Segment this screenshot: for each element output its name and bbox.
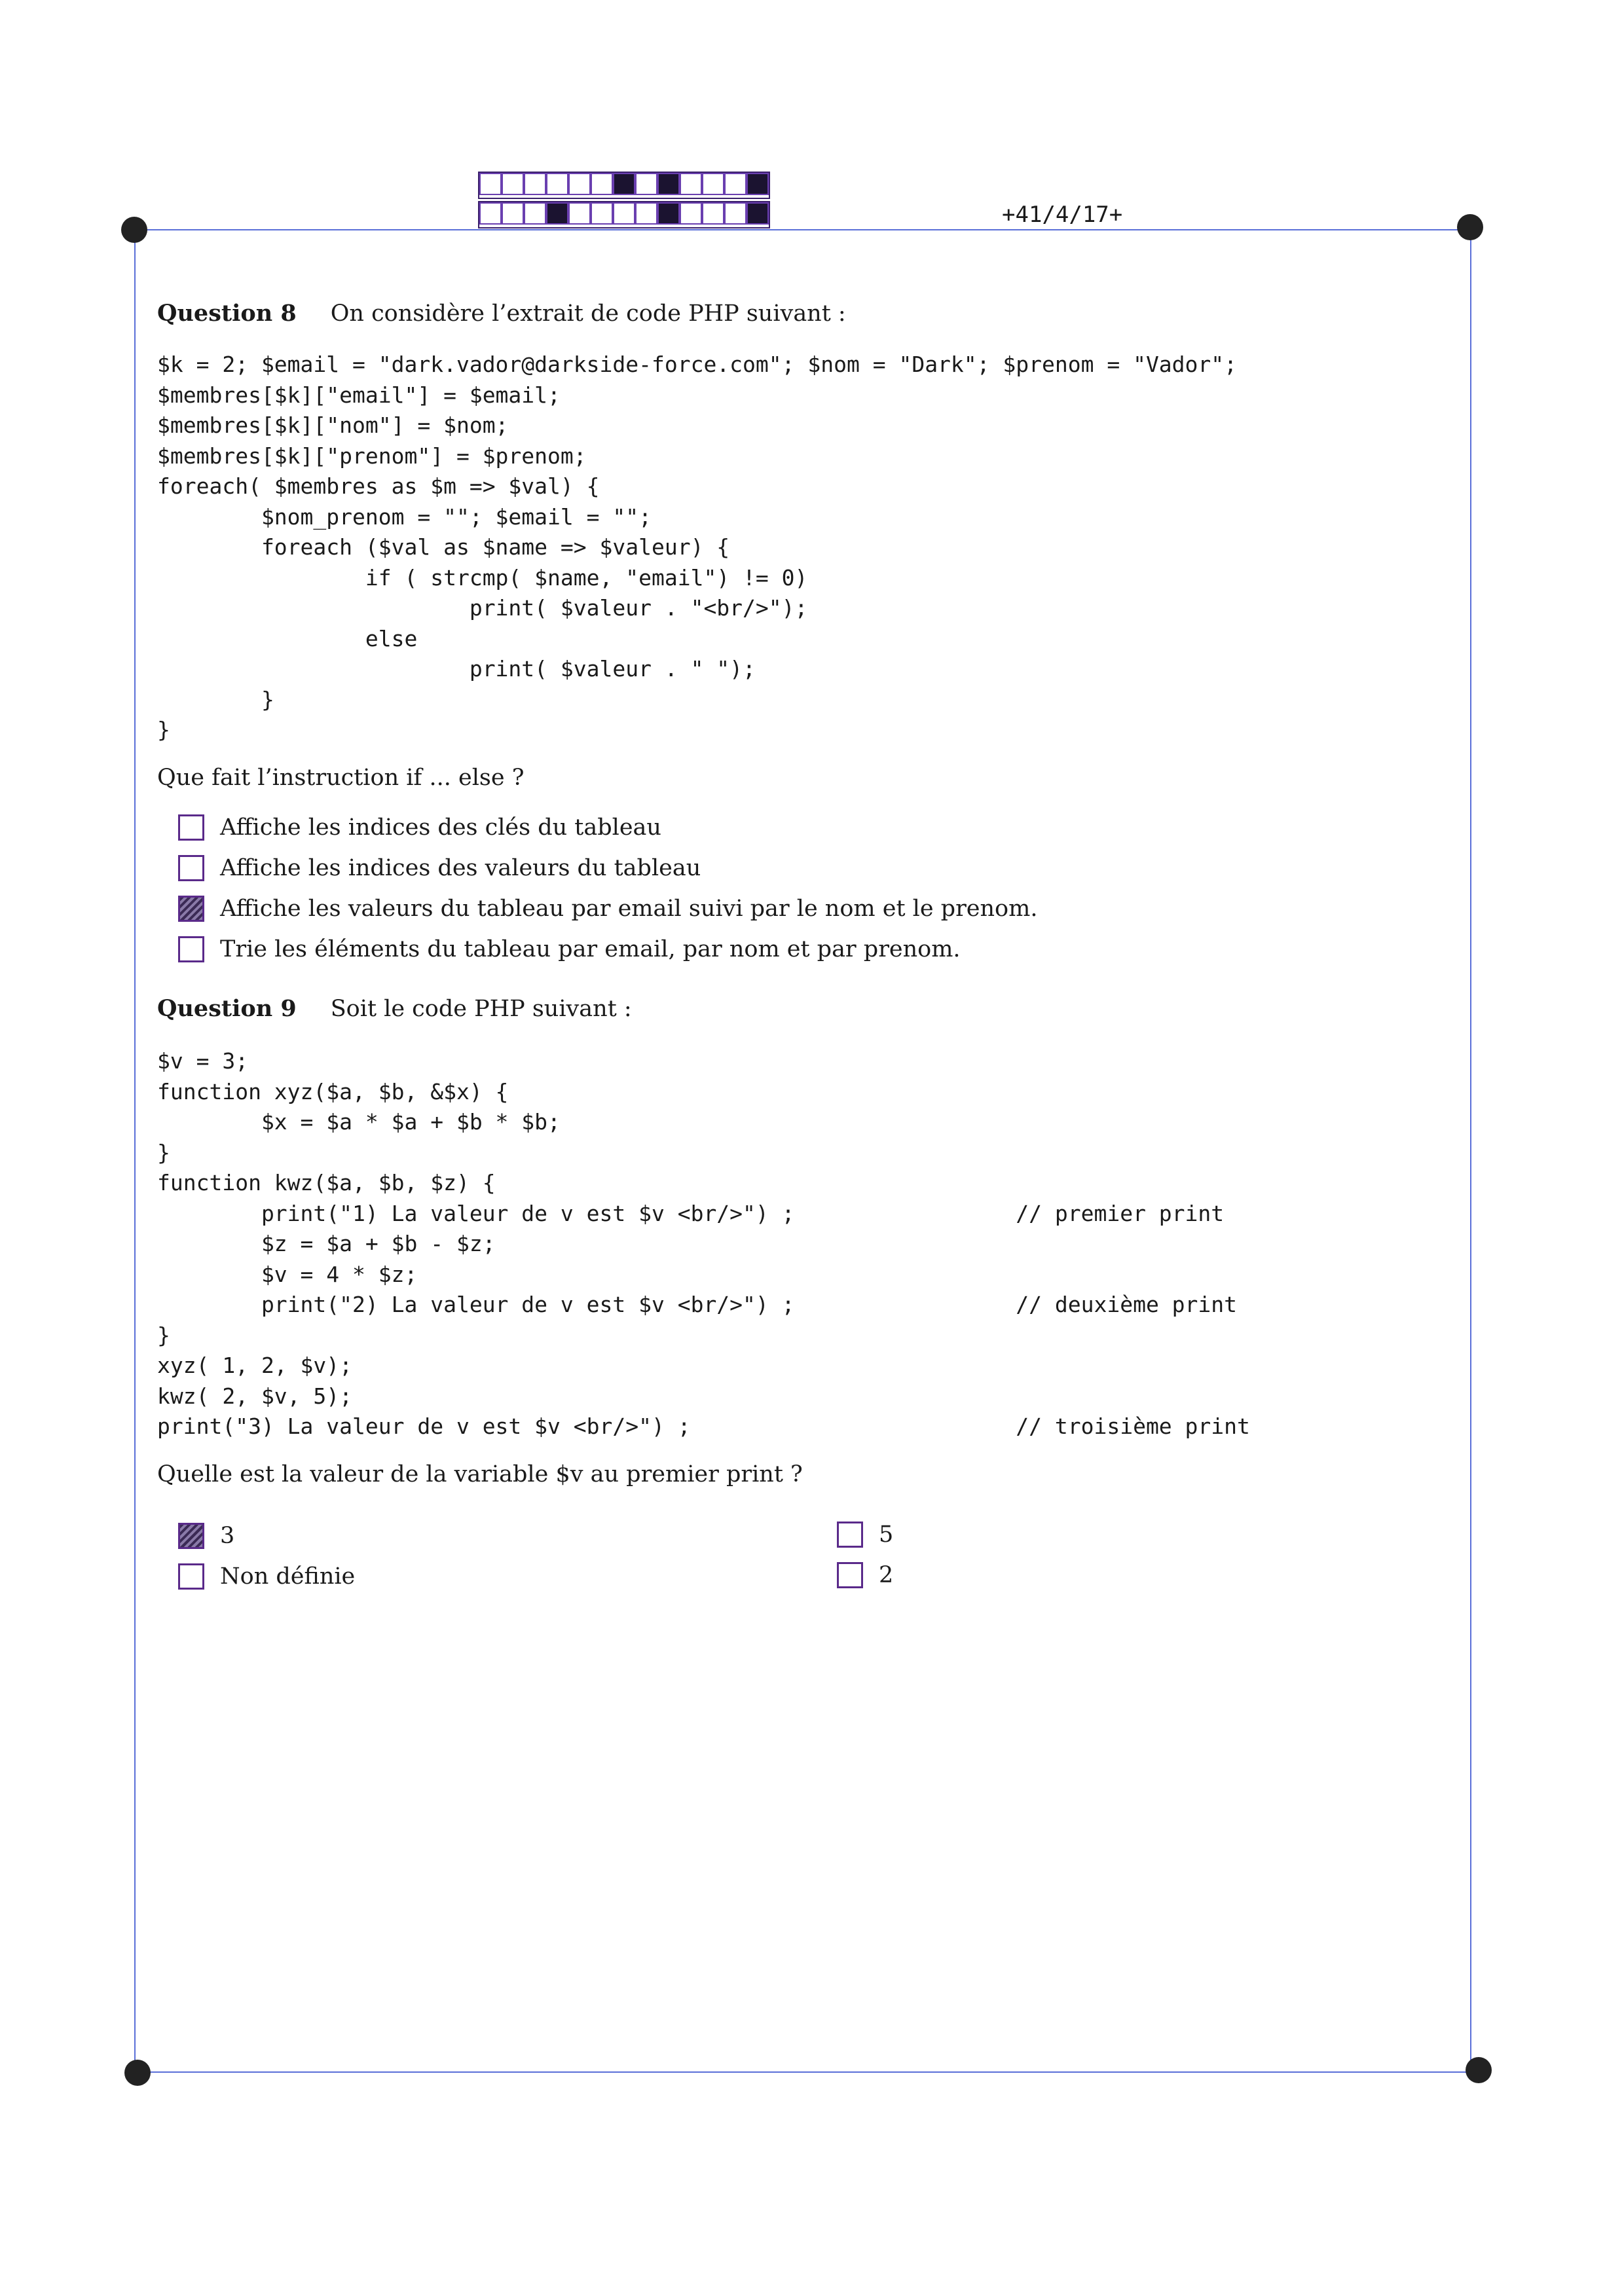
codebar-top <box>478 172 770 199</box>
codebar-top-cell <box>724 173 747 195</box>
codebar-top-cell <box>680 173 702 195</box>
codebar-bottom-cell <box>702 202 724 225</box>
corner-dot-top-right <box>1457 214 1483 240</box>
frame-left-line <box>134 229 136 2073</box>
q8-option-3[interactable] <box>178 896 1037 922</box>
question-8-heading <box>157 300 846 327</box>
q8-option-1-checkbox[interactable] <box>178 814 204 841</box>
q9-option-2[interactable] <box>837 1522 893 1548</box>
codebar-bottom-cell <box>524 202 546 225</box>
corner-dot-top-left <box>121 217 147 243</box>
codebar-bottom-cell <box>568 202 591 225</box>
codebar-top-cell <box>702 173 724 195</box>
frame-top-line <box>134 229 1470 230</box>
q9-option-2-label: 5 <box>879 1522 894 1548</box>
q8-option-3-checkbox[interactable] <box>178 896 204 922</box>
codebar-top-cell <box>657 173 680 195</box>
codebar-top-cell <box>568 173 591 195</box>
codebar-bottom <box>478 201 770 228</box>
q9-option-1[interactable] <box>178 1523 234 1549</box>
codebar-top-cell <box>747 173 769 195</box>
q8-option-3-label: Affiche les valeurs du tableau par email suivi par le nom et le prenom. <box>220 896 1038 922</box>
corner-dot-bottom-right <box>1466 2057 1492 2083</box>
corner-dot-bottom-left <box>124 2060 151 2086</box>
q8-option-2-label: Affiche les indices des valeurs du tableau <box>220 855 701 881</box>
q8-option-4-label: Trie les éléments du tableau par email, par nom et par prenom. <box>220 936 961 962</box>
codebar-bottom-cell <box>747 202 769 225</box>
q8-option-4-checkbox[interactable] <box>178 936 204 962</box>
question-8-label: Question 8 <box>157 300 297 327</box>
q9-option-4-checkbox[interactable] <box>837 1562 863 1588</box>
codebar-bottom-cell <box>502 202 524 225</box>
q8-option-4[interactable] <box>178 936 961 962</box>
question-9-heading <box>157 995 632 1022</box>
q9-option-1-checkbox[interactable] <box>178 1523 204 1549</box>
codebar-top-cell <box>502 173 524 195</box>
codebar-top-cell <box>479 173 502 195</box>
question-8-prompt: Que fait l’instruction if ... else ? <box>157 765 525 791</box>
q9-option-3-label: Non définie <box>220 1563 356 1590</box>
codebar-bottom-cell <box>724 202 747 225</box>
question-8-intro: On considère l’extrait de code PHP suivant : <box>330 301 846 327</box>
q8-option-1[interactable] <box>178 814 661 841</box>
codebar-top-cell <box>524 173 546 195</box>
frame-bottom-line <box>138 2071 1479 2073</box>
q9-option-1-label: 3 <box>220 1523 235 1549</box>
codebar-bottom-cell <box>546 202 568 225</box>
question-8-code: $k = 2; $email = "dark.vador@darkside-force.com"; $nom = "Dark"; $prenom = "Vador"; $membres[$k]["email"] = $email; $membres[$k]["nom"] = $nom; $membres[$k]["prenom"] = $prenom; foreach( $membres as $m => $val) { $nom_prenom = ""; $email = ""; foreach ($val as $name => $valeur) { if ( strcmp( $name, "email") != 0) print( $valeur . "<br/>"); else print( $valeur . " "); } } <box>157 352 1238 742</box>
frame-right-line <box>1470 229 1471 2073</box>
question-9-label: Question 9 <box>157 995 297 1022</box>
question-9-code: $v = 3; function xyz($a, $b, &$x) { $x = $a * $a + $b * $b; } function kwz($a, $b, $z) { print("1) La valeur de v est $v <br/>") ; // premier print $z = $a + $b - $z; $v = 4 * $z; print("2) La valeur de v est $v <br/>") ; // deuxième print } xyz( 1, 2, $v); kwz( 2, $v, 5); print("3) La valeur de v est $v <br/>") ; // troisième print <box>157 1048 1250 1439</box>
q9-option-2-checkbox[interactable] <box>837 1522 863 1548</box>
codebar-bottom-cell <box>613 202 635 225</box>
codebar-top-cell <box>546 173 568 195</box>
codebar-top-cell <box>613 173 635 195</box>
codebar-top-cell <box>591 173 613 195</box>
codebar-bottom-cell <box>657 202 680 225</box>
codebar-bottom-cell <box>479 202 502 225</box>
q8-option-2-checkbox[interactable] <box>178 855 204 881</box>
codebar-bottom-cell <box>591 202 613 225</box>
q9-option-3[interactable] <box>178 1563 355 1590</box>
codebar-bottom-cell <box>635 202 657 225</box>
q9-option-4-label: 2 <box>879 1562 894 1588</box>
q9-option-3-checkbox[interactable] <box>178 1563 204 1590</box>
question-9-intro: Soit le code PHP suivant : <box>330 996 632 1022</box>
codebar-bottom-cell <box>680 202 702 225</box>
question-9-prompt: Quelle est la valeur de la variable $v au premier print ? <box>157 1461 803 1487</box>
q8-option-2[interactable] <box>178 855 701 881</box>
q8-option-1-label: Affiche les indices des clés du tableau <box>220 814 661 841</box>
page-id: +41/4/17+ <box>1002 202 1123 228</box>
codebar-top-cell <box>635 173 657 195</box>
q9-option-4[interactable] <box>837 1562 893 1588</box>
